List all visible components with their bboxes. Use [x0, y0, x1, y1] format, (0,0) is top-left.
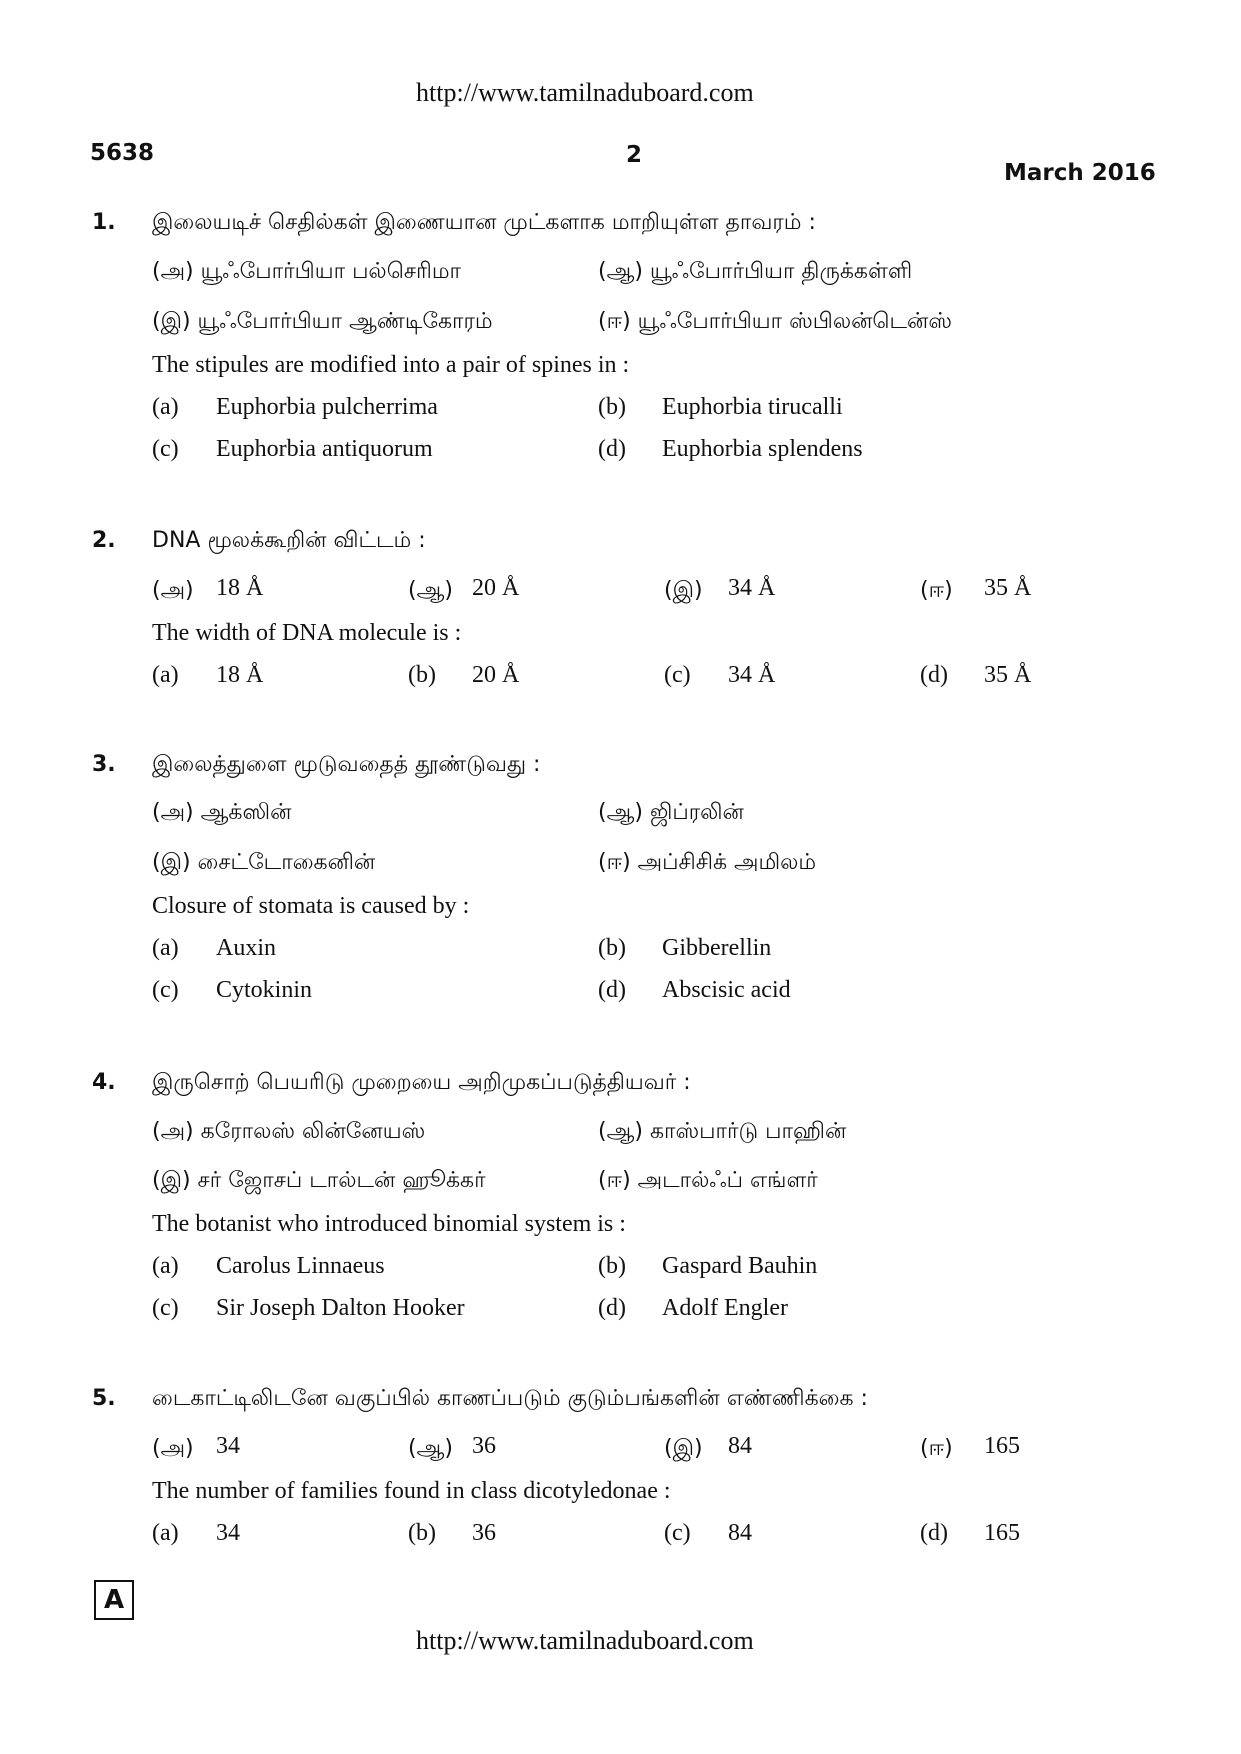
option-label: (d)	[920, 1520, 948, 1546]
english-question: The number of families found in class dicotyledonae :	[152, 1478, 671, 1504]
english-option: 36	[472, 1520, 496, 1546]
tamil-option: (அ) ஆக்ஸின்	[152, 800, 292, 825]
option-label: (a)	[152, 394, 179, 420]
tamil-question: டைகாட்டிலிடனே வகுப்பில் காணப்படும் குடும்பங்களின் எண்ணிக்கை :	[152, 1386, 868, 1411]
english-option: 34	[216, 1520, 240, 1546]
english-option: 18 Å	[216, 662, 264, 688]
question-number: 3.	[92, 752, 116, 777]
english-option: 84	[728, 1520, 752, 1546]
tamil-option: (அ) கரோலஸ் லின்னேயஸ்	[152, 1119, 426, 1144]
option-label: (c)	[664, 662, 691, 688]
option-label: (d)	[598, 977, 626, 1003]
option-label: (b)	[408, 662, 436, 688]
source-url-top: http://www.tamilnaduboard.com	[416, 78, 754, 107]
english-option: 35 Å	[984, 662, 1032, 688]
tamil-option: 84	[728, 1433, 752, 1459]
option-label: (ஈ)	[920, 578, 953, 603]
question-number: 1.	[92, 210, 116, 235]
english-option: Auxin	[216, 935, 276, 961]
option-label: (a)	[152, 662, 179, 688]
tamil-option: 165	[984, 1433, 1020, 1459]
tamil-option: 35 Å	[984, 575, 1032, 601]
option-label: (b)	[598, 935, 626, 961]
option-label: (a)	[152, 1520, 179, 1546]
option-label: (ஈ)	[920, 1436, 953, 1461]
english-option: Euphorbia tirucalli	[662, 394, 843, 420]
english-option: Abscisic acid	[662, 977, 791, 1003]
option-label: (b)	[408, 1520, 436, 1546]
question-number: 2.	[92, 528, 116, 553]
tamil-option: (ஈ) அடால்ஃப் எங்ளர்	[598, 1168, 818, 1193]
english-option: 165	[984, 1520, 1020, 1546]
english-option: Euphorbia pulcherrima	[216, 394, 438, 420]
english-option: Euphorbia splendens	[662, 436, 863, 462]
option-label: (b)	[598, 394, 626, 420]
option-label: (இ)	[664, 1436, 703, 1461]
english-option: Euphorbia antiquorum	[216, 436, 433, 462]
option-label: (ஆ)	[408, 1436, 453, 1461]
tamil-option: (இ) சர் ஜோசப் டால்டன் ஹூக்கர்	[152, 1168, 486, 1193]
tamil-option: (ஆ) யூஃபோர்பியா திருக்கள்ளி	[598, 259, 913, 284]
tamil-option: (ஈ) அப்சிசிக் அமிலம்	[598, 850, 817, 875]
option-label: (d)	[598, 436, 626, 462]
option-label: (இ)	[664, 578, 703, 603]
tamil-question: இலைத்துளை மூடுவதைத் தூண்டுவது :	[152, 752, 541, 777]
question-number: 4.	[92, 1070, 116, 1095]
english-question: Closure of stomata is caused by :	[152, 893, 470, 919]
option-label: (a)	[152, 1253, 179, 1279]
option-label: (ஆ)	[408, 578, 453, 603]
option-label: (அ)	[152, 578, 194, 603]
option-label: (c)	[664, 1520, 691, 1546]
option-label: (c)	[152, 977, 179, 1003]
tamil-question: DNA மூலக்கூறின் விட்டம் :	[152, 528, 426, 553]
tamil-option: 18 Å	[216, 575, 264, 601]
english-option: Gaspard Bauhin	[662, 1253, 818, 1279]
tamil-option: (இ) சைட்டோகைனின்	[152, 850, 376, 875]
option-label: (c)	[152, 436, 179, 462]
tamil-option: 34	[216, 1433, 240, 1459]
option-label: (c)	[152, 1295, 179, 1321]
series-box: A	[94, 1580, 134, 1620]
english-option: Sir Joseph Dalton Hooker	[216, 1295, 465, 1321]
question-number: 5.	[92, 1386, 116, 1411]
english-option: 20 Å	[472, 662, 520, 688]
option-label: (b)	[598, 1253, 626, 1279]
tamil-option: (ஆ) ஜிப்ரலின்	[598, 800, 744, 825]
tamil-question: இருசொற் பெயரிடு முறையை அறிமுகப்படுத்தியவர் :	[152, 1070, 691, 1095]
tamil-option: (இ) யூஃபோர்பியா ஆண்டிகோரம்	[152, 309, 493, 334]
english-option: Carolus Linnaeus	[216, 1253, 385, 1279]
tamil-option: (அ) யூஃபோர்பியா பல்செரிமா	[152, 259, 462, 284]
tamil-option: (ஈ) யூஃபோர்பியா ஸ்பிலன்டென்ஸ்	[598, 309, 953, 334]
option-label: (அ)	[152, 1436, 194, 1461]
english-option: 34 Å	[728, 662, 776, 688]
option-label: (a)	[152, 935, 179, 961]
english-option: Gibberellin	[662, 935, 772, 961]
english-option: Adolf Engler	[662, 1295, 788, 1321]
english-question: The stipules are modified into a pair of spines in :	[152, 352, 630, 378]
english-question: The botanist who introduced binomial system is :	[152, 1211, 626, 1237]
exam-date: March 2016	[1004, 160, 1156, 186]
option-label: (d)	[920, 662, 948, 688]
english-question: The width of DNA molecule is :	[152, 620, 462, 646]
tamil-option: (ஆ) காஸ்பார்டு பாஹின்	[598, 1119, 847, 1144]
tamil-option: 36	[472, 1433, 496, 1459]
paper-code: 5638	[90, 140, 155, 166]
tamil-option: 20 Å	[472, 575, 520, 601]
source-url-bottom: http://www.tamilnaduboard.com	[416, 1626, 754, 1655]
option-label: (d)	[598, 1295, 626, 1321]
tamil-option: 34 Å	[728, 575, 776, 601]
tamil-question: இலையடிச் செதில்கள் இணையான முட்களாக மாறியுள்ள தாவரம் :	[152, 210, 816, 235]
page-number: 2	[626, 142, 643, 168]
english-option: Cytokinin	[216, 977, 313, 1003]
